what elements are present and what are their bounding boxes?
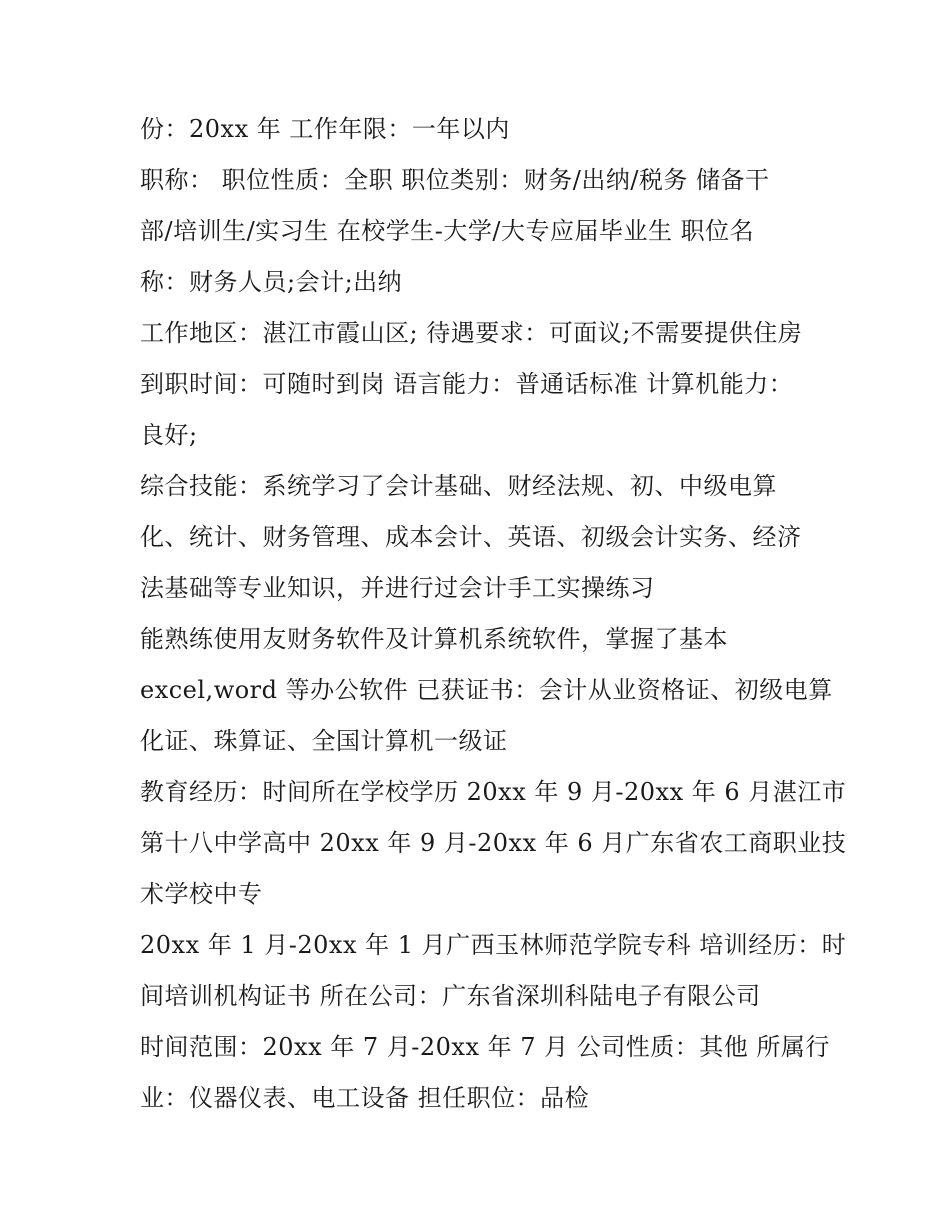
text-line: 化证、珠算证、全国计算机一级证 — [140, 727, 508, 755]
text-line: 职称： 职位性质：全职 职位类别：财务/出纳/税务 储备干 — [140, 166, 770, 194]
text-line: 份：20xx 年 工作年限：一年以内 — [140, 115, 510, 143]
text-line: 良好; — [140, 421, 198, 449]
text-line: 工作地区：湛江市霞山区; 待遇要求：可面议;不需要提供住房 — [140, 319, 803, 347]
text-line: 化、统计、财务管理、成本会计、英语、初级会计实务、经济 — [140, 523, 802, 551]
text-line: 业：仪器仪表、电工设备 担任职位：品检 — [140, 1084, 590, 1112]
text-line: 称：财务人员;会计;出纳 — [140, 268, 403, 296]
text-line: excel,word 等办公软件 已获证书：会计从业资格证、初级电算 — [140, 676, 833, 704]
text-line: 部/培训生/实习生 在校学生-大学/大专应届毕业生 职位名 — [140, 217, 755, 245]
text-line: 第十八中学高中 20xx 年 9 月-20xx 年 6 月广东省农工商职业技 — [140, 829, 847, 857]
text-line: 时间范围：20xx 年 7 月-20xx 年 7 月 公司性质：其他 所属行 — [140, 1033, 830, 1061]
text-line: 到职时间：可随时到岗 语言能力：普通话标准 计算机能力： — [140, 370, 794, 398]
text-line: 间培训机构证书 所在公司：广东省深圳科陆电子有限公司 — [140, 982, 761, 1010]
text-line: 法基础等专业知识，并进行过会计手工实操练习 — [140, 574, 655, 602]
resume-text-block — [140, 104, 847, 1124]
text-line: 综合技能：系统学习了会计基础、财经法规、初、中级电算 — [140, 472, 777, 500]
text-line: 20xx 年 1 月-20xx 年 1 月广西玉林师范学院专科 培训经历：时 — [140, 931, 847, 959]
text-line: 教育经历：时间所在学校学历 20xx 年 9 月-20xx 年 6 月湛江市 — [140, 778, 847, 806]
text-line: 能熟练使用友财务软件及计算机系统软件，掌握了基本 — [140, 625, 728, 653]
text-line: 术学校中专 — [140, 880, 263, 908]
